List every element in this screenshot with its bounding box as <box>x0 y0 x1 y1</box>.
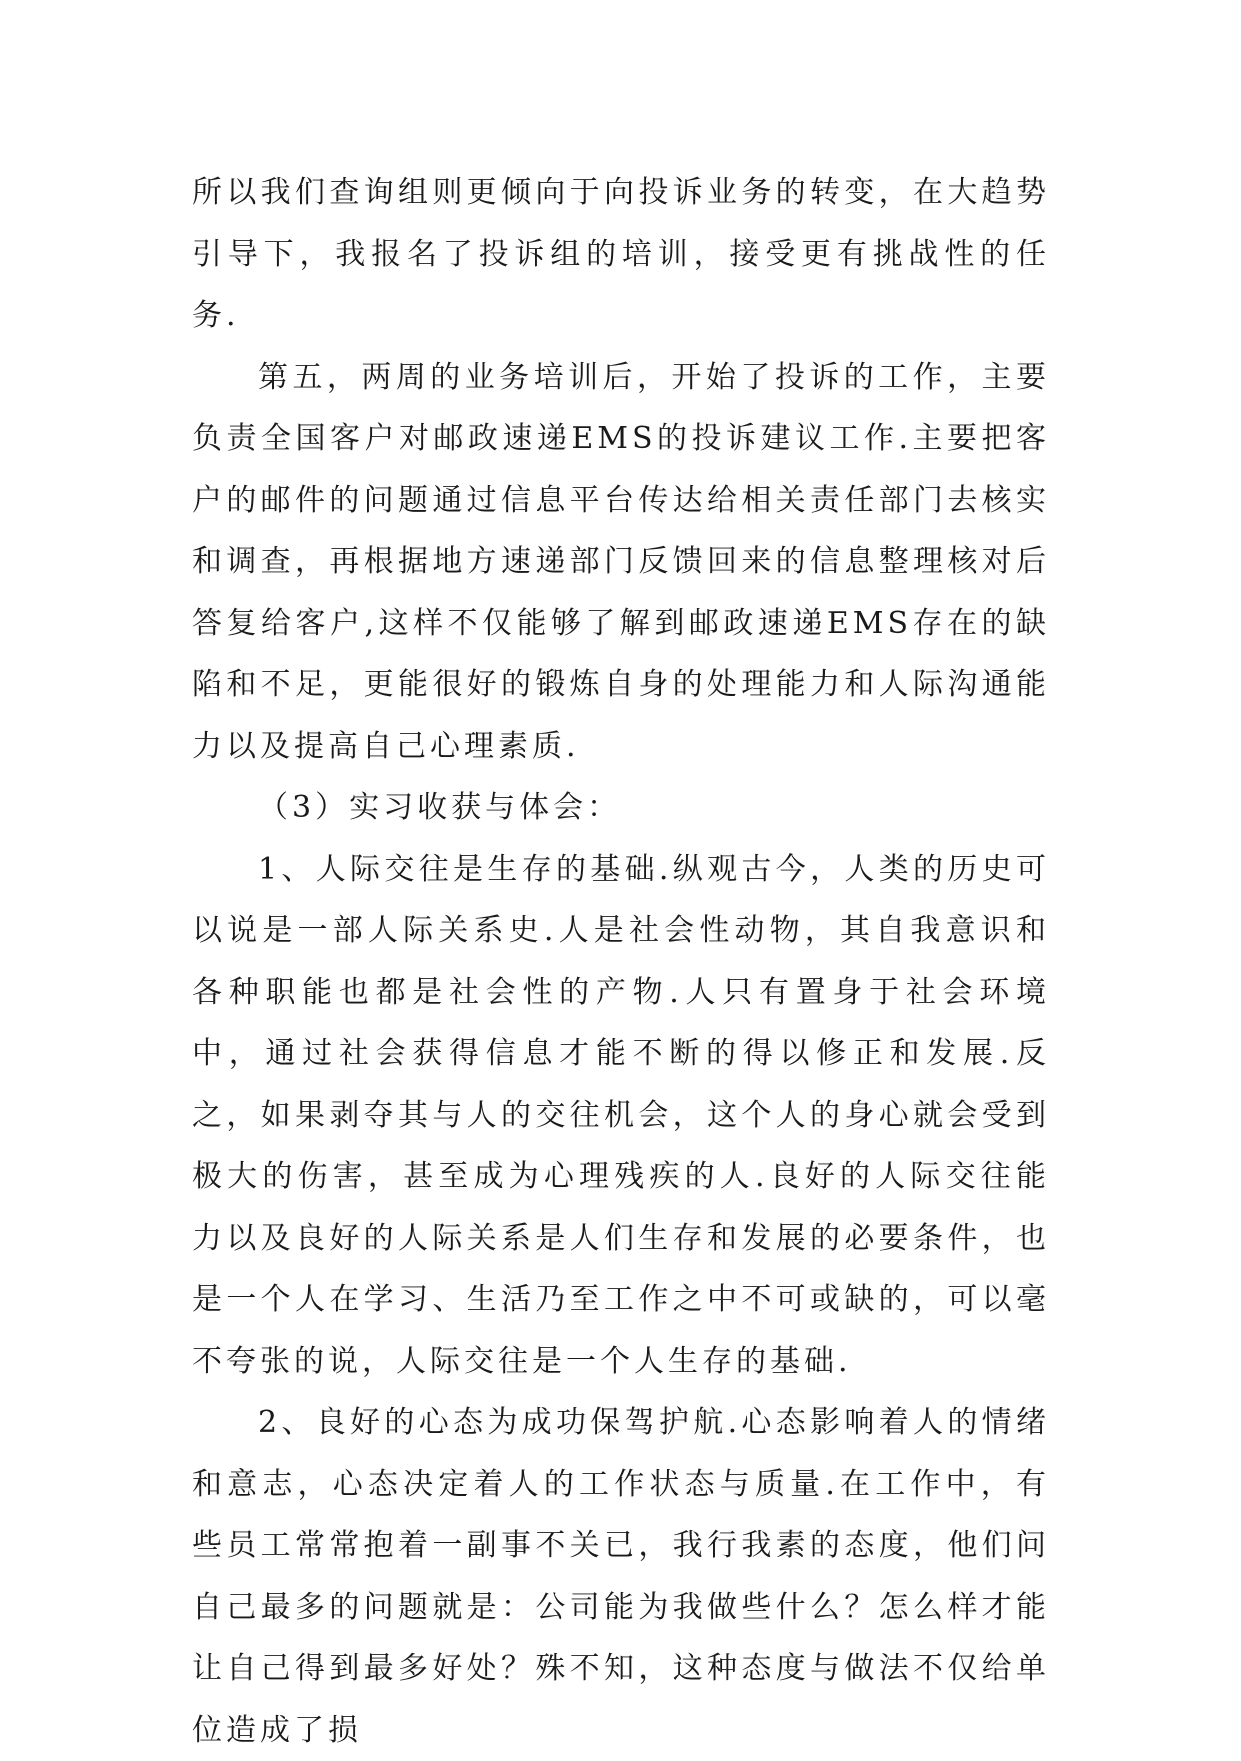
paragraph-good-attitude: 2、良好的心态为成功保驾护航.心态影响着人的情绪和意志，心态决定着人的工作状态与质量.在工作中，有些员工常常抱着一副事不关已，我行我素的态度，他们问自己最多的问题就是：公司能为我做些什么？怎么样才能让自己得到最多好处？殊不知，这种态度与做法不仅给单位造成了损 <box>192 1405 1050 1748</box>
paragraph-fifth-point: 第五，两周的业务培训后，开始了投诉的工作，主要负责全国客户对邮政速递EMS的投诉建议工作.主要把客户的邮件的问题通过信息平台传达给相关责任部门去核实和调查，再根据地方速递部门反馈回来的信息整理核对后答复给客户,这样不仅能够了解到邮政速递EMS存在的缺陷和不足，更能很好的锻炼自身的处理能力和人际沟通能力以及提高自己心理素质. <box>192 359 1050 764</box>
section-heading-internship-gains: （3）实习收获与体会： <box>258 790 622 825</box>
paragraph-continuation: 所以我们查询组则更倾向于向投诉业务的转变，在大趋势引导下，我报名了投诉组的培训，接受更有挑战性的任务. <box>192 175 1050 333</box>
document-page <box>192 162 1050 1761</box>
paragraph-interpersonal-communication: 1、人际交往是生存的基础.纵观古今，人类的历史可以说是一部人际关系史.人是社会性动物，其自我意识和各种职能也都是社会性的产物.人只有置身于社会环境中，通过社会获得信息才能不断的得以修正和发展.反之，如果剥夺其与人的交往机会，这个人的身心就会受到极大的伤害，甚至成为心理残疾的人.良好的人际交往能力以及良好的人际关系是人们生存和发展的必要条件，也是一个人在学习、生活乃至工作之中不可或缺的，可以毫不夸张的说，人际交往是一个人生存的基础. <box>192 851 1050 1379</box>
